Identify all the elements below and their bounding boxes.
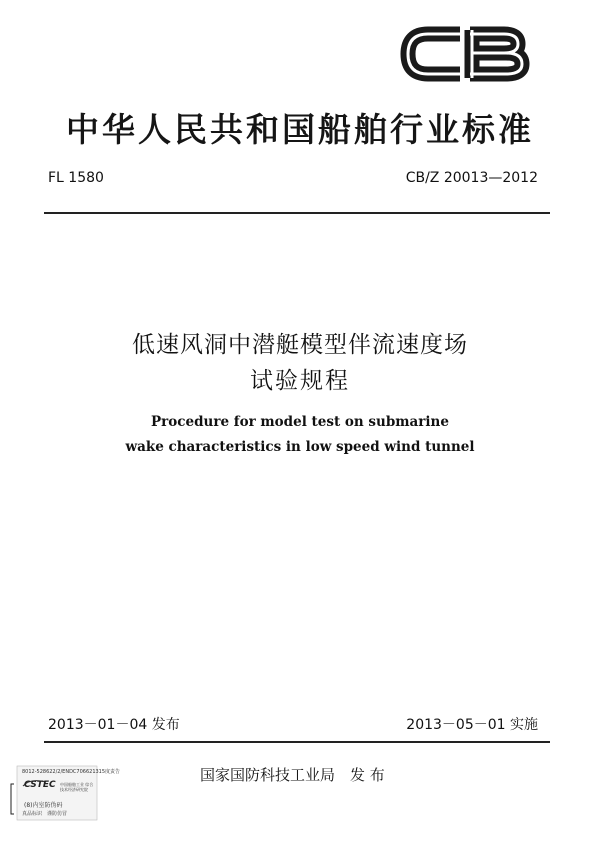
footer-divider bbox=[44, 741, 550, 743]
cb-logo bbox=[398, 22, 530, 86]
document-title-en-line2: wake characteristics in low speed wind tunnel bbox=[125, 439, 475, 455]
standard-category-title: 中华人民共和国船舶行业标准 bbox=[66, 110, 534, 149]
issue-date: 2013－01－04 发布 bbox=[48, 717, 180, 733]
anti-counterfeit-label bbox=[8, 764, 121, 822]
label-line2: 真品标识 谨防仿冒 bbox=[22, 811, 68, 817]
label-brand-sub: 中国船舶工业 综合技术经济研究院 bbox=[60, 782, 94, 792]
document-title-cn-line2: 试验规程 bbox=[250, 368, 350, 394]
header-divider bbox=[44, 212, 550, 214]
document-title-en-line1: Procedure for model test on submarine bbox=[151, 414, 449, 430]
label-brand: CSTEC bbox=[24, 780, 56, 790]
label-line1: (8)内室防伪码 bbox=[24, 802, 63, 809]
label-code: 8012-528622/2/ENDC706621315度责告 bbox=[22, 769, 121, 775]
fl-classification-code: FL 1580 bbox=[48, 170, 104, 186]
document-title-cn-line1: 低速风洞中潜艇模型伴流速度场 bbox=[132, 332, 468, 358]
implementation-date: 2013－05－01 实施 bbox=[406, 717, 538, 733]
standard-number: CB/Z 20013—2012 bbox=[405, 170, 538, 186]
cb-logo-text: CB bbox=[398, 22, 400, 23]
publisher: 国家国防科技工业局 发 布 bbox=[200, 766, 385, 784]
